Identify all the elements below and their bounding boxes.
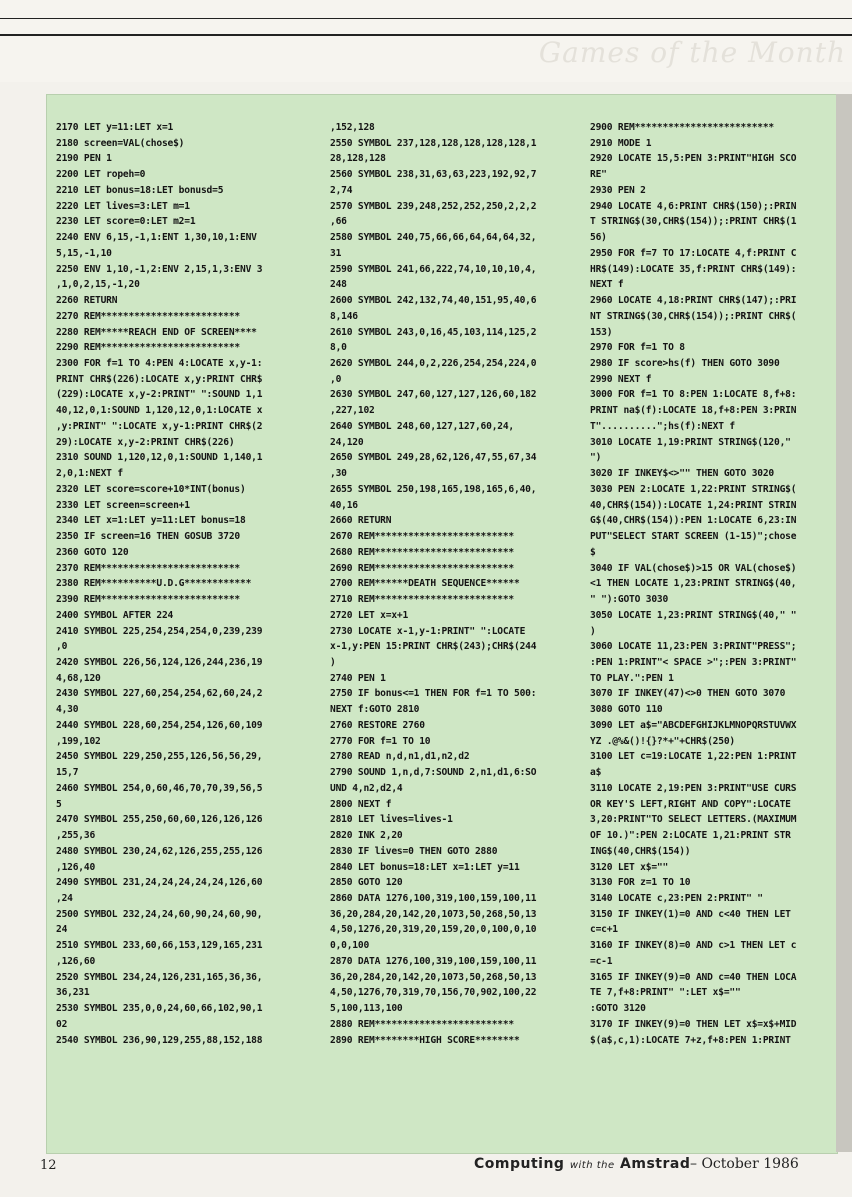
code-line: 4,50,1276,20,319,20,159,20,0,100,0,10 [330,924,537,936]
code-line: 2900 REM************************* [590,122,775,133]
code-line: 3100 LET c=19:LOCATE 1,22:PEN 1:PRINT [590,751,797,763]
code-line: 2220 LET lives=3:LET m=1 [56,200,190,212]
code-line: 3150 IF INKEY(1)=0 AND c<40 THEN LET [590,908,791,920]
code-line: 2870 DATA 1276,100,319,100,159,100,11 [330,955,537,967]
listing-column-3 [590,120,830,1048]
code-line: a$ [590,767,602,779]
code-line: 2650 SYMBOL 249,28,62,126,47,55,67,34 [330,452,537,464]
code-line: =c-1 [590,955,613,967]
code-line: 56) [590,232,607,244]
code-line: 02 [56,1018,68,1030]
code-line: 5,15,-1,10 [56,247,112,259]
code-line: HR$(149):LOCATE 35,f:PRINT CHR$(149): [590,263,797,275]
code-line: 2640 SYMBOL 248,60,127,127,60,24, [330,420,515,432]
code-line: 3020 IF INKEY$<>"" THEN GOTO 3020 [590,468,775,480]
code-line: 2330 LET screen=screen+1 [56,499,190,511]
code-line: 2610 SYMBOL 243,0,16,45,103,114,125,2 [330,326,537,338]
code-line: UND 4,n2,d2,4 [330,782,403,794]
magazine-brand [474,1156,690,1172]
page-footer [0,1156,852,1186]
code-line: T"..........";hs(f):NEXT f [590,420,735,432]
code-line: 3000 FOR f=1 TO 8:PEN 1:LOCATE 8,f+8: [590,389,797,401]
code-line: 2750 IF bonus<=1 THEN FOR f=1 TO 500: [330,688,537,700]
code-line: 3140 LOCATE c,23:PEN 2:PRINT" " [590,892,763,904]
code-line: 5 [56,798,62,810]
code-line: 2810 LET lives=lives-1 [330,814,453,826]
code-line: 2410 SYMBOL 225,254,254,254,0,239,239 [56,625,263,637]
code-line: 2800 NEXT f [330,798,392,810]
code-line: 2850 GOTO 120 [330,877,403,889]
page-edge-shadow [836,94,852,1152]
code-line: 2790 SOUND 1,n,d,7:SOUND 2,n1,d1,6:SO [330,767,537,779]
code-line: 2500 SYMBOL 232,24,24,60,90,24,60,90, [56,908,263,920]
code-line: 2390 REM************************* [56,594,241,606]
code-line: 2230 LET score=0:LET m2=1 [56,216,196,228]
code-line: 5,100,113,100 [330,1003,403,1015]
code-line: 3030 PEN 2:LOCATE 1,22:PRINT STRING$( [590,483,797,495]
code-line: 2310 SOUND 1,120,12,0,1:SOUND 1,140,1 [56,452,263,464]
code-line: 2740 PEN 1 [330,672,386,684]
code-line: 3170 IF INKEY(9)=0 THEN LET x$=x$+MID [590,1018,797,1030]
code-line: 2270 REM************************* [56,310,241,322]
code-line: 2480 SYMBOL 230,24,62,126,255,255,126 [56,845,263,857]
code-line: 2760 RESTORE 2760 [330,719,425,731]
code-line: 2400 SYMBOL AFTER 224 [56,609,174,621]
code-line: 3120 LET x$="" [590,861,669,873]
listing-column-1 [56,120,296,1048]
code-line: 8,146 [330,310,358,322]
code-line: ,24 [56,892,73,904]
code-line: 2250 ENV 1,10,-1,2:ENV 2,15,1,3:ENV 3 [56,263,263,275]
code-line: ) [590,625,596,637]
code-line: 2990 NEXT f [590,373,652,385]
code-line: 2770 FOR f=1 TO 10 [330,735,431,747]
code-line: 3010 LOCATE 1,19:PRINT STRING$(120," [590,436,791,448]
code-line: 2860 DATA 1276,100,319,100,159,100,11 [330,892,537,904]
code-line: ,255,36 [56,830,96,842]
code-line: NT STRING$(30,CHR$(154));:PRINT CHR$( [590,310,797,322]
code-line: 2170 LET y=11:LET x=1 [56,122,174,133]
code-line: 2530 SYMBOL 235,0,0,24,60,66,102,90,1 [56,1003,263,1015]
code-line: 2780 READ n,d,n1,d1,n2,d2 [330,751,470,763]
code-line: 2200 LET ropeh=0 [56,169,146,181]
code-line: ,66 [330,216,347,228]
code-line: 2430 SYMBOL 227,60,254,254,62,60,24,2 [56,688,263,700]
code-line: 3165 IF INKEY(9)=0 AND c=40 THEN LOCA [590,971,797,983]
code-line: 2280 REM*****REACH END OF SCREEN**** [56,326,257,338]
code-line: 0,0,100 [330,940,370,952]
code-line: 2670 REM************************* [330,531,515,543]
code-line: ING$(40,CHR$(154)) [590,845,691,857]
code-line: 2560 SYMBOL 238,31,63,63,223,192,92,7 [330,169,537,181]
code-line: T STRING$(30,CHR$(154));:PRINT CHR$(1 [590,216,797,228]
code-line: 2210 LET bonus=18:LET bonusd=5 [56,184,224,196]
code-line: 2470 SYMBOL 255,250,60,60,126,126,126 [56,814,263,826]
code-line: 2730 LOCATE x-1,y-1:PRINT" ":LOCATE [330,625,526,637]
code-line: 3090 LET a$="ABCDEFGHIJKLMNOPQRSTUVWX [590,719,797,731]
code-line: 2820 INK 2,20 [330,830,403,842]
code-line: 2460 SYMBOL 254,0,60,46,70,70,39,56,5 [56,782,263,794]
code-line: 3130 FOR z=1 TO 10 [590,877,691,889]
code-line: 2880 REM************************* [330,1018,515,1030]
code-line: 2660 RETURN [330,515,392,527]
code-line: PUT"SELECT START SCREEN (1-15)";chose [590,531,797,543]
code-line: 2580 SYMBOL 240,75,66,66,64,64,64,32, [330,232,537,244]
code-line: 40,CHR$(154)):LOCATE 1,24:PRINT STRIN [590,499,797,511]
header-rule-top [0,18,852,19]
code-line: 3050 LOCATE 1,23:PRINT STRING$(40," " [590,609,797,621]
code-line: 2540 SYMBOL 236,90,129,255,88,152,188 [56,1034,263,1046]
code-line: 2370 REM************************* [56,562,241,574]
code-line: 2570 SYMBOL 239,248,252,252,250,2,2,2 [330,200,537,212]
code-line: YZ .@%&()!{}?*+"+CHR$(250) [590,735,735,747]
code-line: NEXT f [590,279,624,291]
code-line: 2830 IF lives=0 THEN GOTO 2880 [330,845,498,857]
code-line: NEXT f:GOTO 2810 [330,704,420,716]
code-line: ,227,102 [330,405,375,417]
code-line: 2620 SYMBOL 244,0,2,226,254,254,224,0 [330,358,537,370]
code-line: 24 [56,924,68,936]
code-line: (229):LOCATE x,y-2:PRINT" ":SOUND 1,1 [56,389,263,401]
code-line: 2190 PEN 1 [56,153,112,165]
code-line: 31 [330,247,342,259]
code-line: 2600 SYMBOL 242,132,74,40,151,95,40,6 [330,295,537,307]
code-line: 24,120 [330,436,364,448]
code-line: 153) [590,326,613,338]
code-line: OR KEY'S LEFT,RIGHT AND COPY":LOCATE [590,798,791,810]
issue-date: – October 1986 [690,1156,799,1172]
code-line: 2550 SYMBOL 237,128,128,128,128,128,1 [330,137,537,149]
code-line: 4,68,120 [56,672,101,684]
code-line: 36,231 [56,987,90,999]
code-line: 2,74 [330,184,353,196]
code-line: 2680 REM************************* [330,546,515,558]
code-line: 2690 REM************************* [330,562,515,574]
code-line: ,0 [56,641,68,653]
code-line: 2450 SYMBOL 229,250,255,126,56,56,29, [56,751,263,763]
code-line: 36,20,284,20,142,20,1073,50,268,50,13 [330,908,537,920]
code-line: ,199,102 [56,735,101,747]
code-line: ,30 [330,468,347,480]
code-line: 3110 LOCATE 2,19:PEN 3:PRINT"USE CURS [590,782,797,794]
code-line: 2380 REM**********U.D.G************ [56,578,252,590]
code-line: ,152,128 [330,122,375,133]
code-line: 248 [330,279,347,291]
code-line: ,126,40 [56,861,96,873]
listing-column-2 [330,120,568,1048]
ghost-section-title: Games of the Month [538,36,846,69]
code-line: 3040 IF VAL(chose$)>15 OR VAL(chose$) [590,562,797,574]
code-line: 3060 LOCATE 11,23:PEN 3:PRINT"PRESS"; [590,641,797,653]
code-line: ,1,0,2,15,-1,20 [56,279,140,291]
code-line: c=c+1 [590,924,618,936]
code-line: ,y:PRINT" ":LOCATE x,y-1:PRINT CHR$(2 [56,420,263,432]
code-line: 2710 REM************************* [330,594,515,606]
code-line: 2980 IF score>hs(f) THEN GOTO 3090 [590,358,780,370]
code-line: PRINT CHR$(226):LOCATE x,y:PRINT CHR$ [56,373,263,385]
code-line: G$(40,CHR$(154)):PEN 1:LOCATE 6,23:IN [590,515,797,527]
code-line: 2490 SYMBOL 231,24,24,24,24,24,126,60 [56,877,263,889]
code-line: 2440 SYMBOL 228,60,254,254,126,60,109 [56,719,263,731]
code-line: 2700 REM******DEATH SEQUENCE****** [330,578,520,590]
code-line: 3070 IF INKEY(47)<>0 THEN GOTO 3070 [590,688,786,700]
code-line: $ [590,546,596,558]
code-line: 2890 REM********HIGH SCORE******** [330,1034,520,1046]
code-line: OF 10.)":PEN 2:LOCATE 1,21:PRINT STR [590,830,791,842]
code-line: ") [590,452,602,464]
code-line: 2720 LET x=x+1 [330,609,409,621]
code-line: 2950 FOR f=7 TO 17:LOCATE 4,f:PRINT C [590,247,797,259]
code-line: $(a$,c,1):LOCATE 7+z,f+8:PEN 1:PRINT [590,1034,791,1046]
code-line: 2360 GOTO 120 [56,546,129,558]
code-line: 2290 REM************************* [56,342,241,354]
brand-computing: Computing [474,1156,565,1172]
brand-with-the: with the [569,1160,615,1171]
code-line: 2,0,1:NEXT f [56,468,123,480]
code-line: RE" [590,169,607,181]
code-line: 2420 SYMBOL 226,56,124,126,244,236,19 [56,656,263,668]
code-line: 2655 SYMBOL 250,198,165,198,165,6,40, [330,483,537,495]
code-line: 2930 PEN 2 [590,184,646,196]
code-line: 29):LOCATE x,y-2:PRINT CHR$(226) [56,436,235,448]
code-line: x-1,y:PEN 15:PRINT CHR$(243);CHR$(244 [330,641,537,653]
code-line: 3160 IF INKEY(8)=0 AND c>1 THEN LET c [590,940,797,952]
code-line: 2350 IF screen=16 THEN GOSUB 3720 [56,531,241,543]
code-line: 2970 FOR f=1 TO 8 [590,342,685,354]
code-line: 8,0 [330,342,347,354]
page-number: 12 [40,1158,57,1173]
code-line: <1 THEN LOCATE 1,23:PRINT STRING$(40, [590,578,797,590]
code-line: :PEN 1:PRINT"< SPACE >";:PEN 3:PRINT" [590,656,797,668]
code-line: 2940 LOCATE 4,6:PRINT CHR$(150);:PRIN [590,200,797,212]
code-line: 15,7 [56,767,79,779]
code-line: 2180 screen=VAL(chose$) [56,137,185,149]
code-line: 2920 LOCATE 15,5:PEN 3:PRINT"HIGH SCO [590,153,797,165]
code-line: " "):GOTO 3030 [590,594,669,606]
code-line: 2590 SYMBOL 241,66,222,74,10,10,10,4, [330,263,537,275]
code-line: ,126,60 [56,955,96,967]
code-line: 36,20,284,20,142,20,1073,50,268,50,13 [330,971,537,983]
code-line: TE 7,f+8:PRINT" ":LET x$="" [590,987,741,999]
brand-amstrad: Amstrad [620,1156,691,1172]
code-line: 2510 SYMBOL 233,60,66,153,129,165,231 [56,940,263,952]
code-line: :GOTO 3120 [590,1003,646,1015]
code-line: 2240 ENV 6,15,-1,1:ENT 1,30,10,1:ENV [56,232,257,244]
code-line: 28,128,128 [330,153,386,165]
code-line: 2520 SYMBOL 234,24,126,231,165,36,36, [56,971,263,983]
code-line: 4,30 [56,704,79,716]
code-line: TO PLAY.":PEN 1 [590,672,674,684]
page-header [0,0,852,82]
code-line: 4,50,1276,70,319,70,156,70,902,100,22 [330,987,537,999]
code-line: 2340 LET x=1:LET y=11:LET bonus=18 [56,515,246,527]
code-line: 2630 SYMBOL 247,60,127,127,126,60,182 [330,389,537,401]
code-line: 2910 MODE 1 [590,137,652,149]
code-line: ) [330,656,336,668]
code-line: 2300 FOR f=1 TO 4:PEN 4:LOCATE x,y-1: [56,358,263,370]
code-line: 3080 GOTO 110 [590,704,663,716]
code-line: 2840 LET bonus=18:LET x=1:LET y=11 [330,861,520,873]
code-line: 2320 LET score=score+10*INT(bonus) [56,483,246,495]
code-line: 2260 RETURN [56,295,118,307]
code-line: 2960 LOCATE 4,18:PRINT CHR$(147);:PRI [590,295,797,307]
code-line: 40,16 [330,499,358,511]
code-line: PRINT na$(f):LOCATE 18,f+8:PEN 3:PRIN [590,405,797,417]
code-line: ,0 [330,373,342,385]
code-line: 40,12,0,1:SOUND 1,120,12,0,1:LOCATE x [56,405,263,417]
code-line: 3,20:PRINT"TO SELECT LETTERS.(MAXIMUM [590,814,797,826]
